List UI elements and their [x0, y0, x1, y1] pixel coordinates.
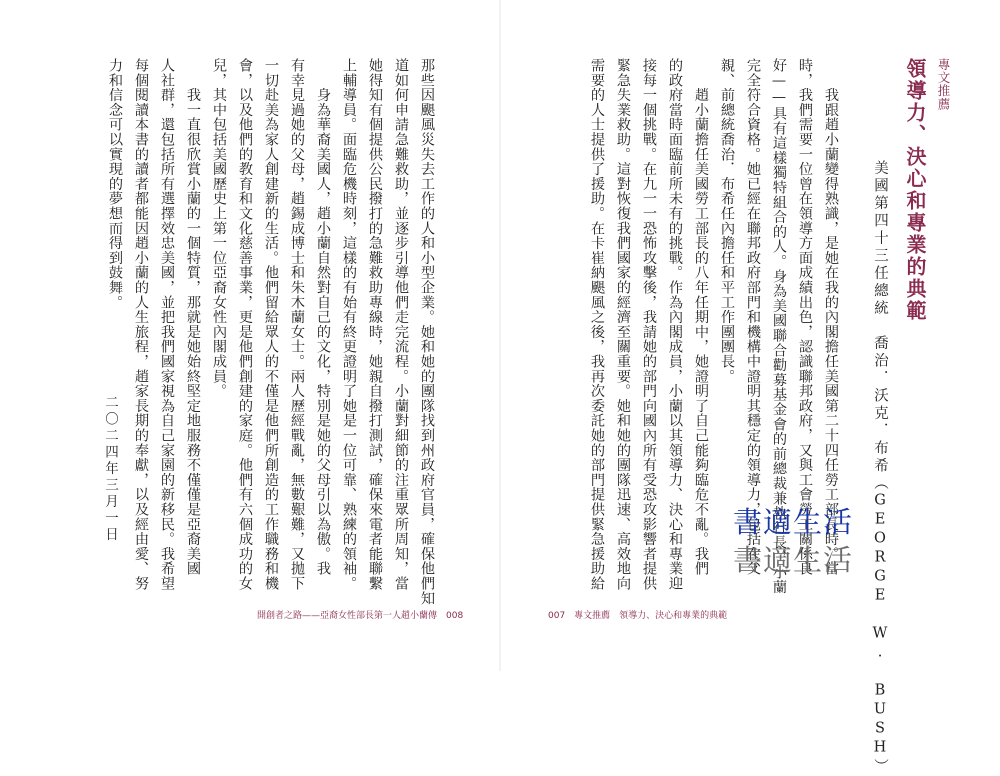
body-line: 力和信念可以實現的夢想而得到鼓舞。 [107, 58, 123, 310]
body-line: 我跟趙小蘭變得熟識，是她在我的內閣擔任美國第二十四任勞工部長時。當 [823, 58, 839, 576]
watermark-secondary: 書適生活 [733, 543, 854, 577]
body-line: 需要的人士提供了援助。在卡崔納颶風之後，我再次委託她的部門提供緊急援助給 [589, 58, 605, 591]
body-line: 一切赴美為家人創建新的生活。他們留給眾人的不僅是他們所創造的工作職務和機 [263, 58, 279, 591]
body-line: 趙小蘭擔任美國勞工部長的八年任期中，她證明了自己能夠臨危不亂。我們 [693, 58, 709, 576]
byline: 美國第四十三任總統 喬治．沃克．布希（GEORGE W. BUSH） [872, 160, 888, 776]
body-line: 那些因颶風災失去工作的人和小型企業。她和她的團隊找到州政府官員，確保他們知 [419, 58, 435, 606]
body-line: 緊急失業救助。這對恢復我們國家的經濟至關重要。她和她的團隊迅速、高效地向 [615, 58, 631, 591]
body-line: 兒，其中包括美國歷史上第一位亞裔女性內閣成員。 [211, 58, 227, 399]
body-line: 時，我們需要一位曾在領導方面成績出色，認識聯邦政府，又與工會勞工關係良 [797, 58, 813, 576]
body-line: 有幸見過她的父母，趙錫成博士和朱木蘭女士。兩人歷經戰亂，無數艱難，又拋下 [289, 58, 305, 591]
body-line: 好——具有這樣獨特組合的人。身為美國聯合勸募基金會的前總裁兼執行長，小蘭 [771, 58, 787, 595]
right-page-footer: 007 專文推薦 領導力、決心和專業的典範 [548, 611, 728, 621]
body-line: 會，以及他們的教育和文化慈善事業，更是他們創建的家庭。他們有六個成功的女 [237, 58, 253, 591]
section-label: 專文推薦 [936, 58, 951, 111]
body-line: 上輔導員。面臨危機時刻，這樣的有始有終更證明了她是一位可靠、熟練的領袖。 [341, 58, 357, 591]
body-line: 她得知有個提供公民撥打的急難救助專線時，她親自撥打測試，確保來電者能聯繫 [367, 58, 383, 591]
body-line: 身為華裔美國人，趙小蘭自然對自己的文化，特別是她的父母引以為傲。我 [315, 58, 331, 576]
body-line: 完全符合資格。她已經在聯邦政府部門和機構中證明其穩定的領導力，包括在父 [745, 58, 761, 576]
body-line: 我一直很欣賞小蘭的一個特質，那就是她始終堅定地服務不僅僅是亞裔美國 [185, 58, 201, 576]
body-line: 的政府當時面臨前所未有的挑戰。作為內閣成員，小蘭以其領導力、決心和專業迎 [667, 58, 683, 591]
body-line: 道如何申請急難救助，並逐步引導他們走完流程。小蘭對細節的注重眾所周知，當 [393, 58, 409, 591]
page-title: 領導力、決心和專業的典範 [903, 58, 927, 322]
page-gutter [499, 0, 501, 671]
body-line: 接每一個挑戰。在九一一恐怖攻擊後，我請她的部門向國內所有受恐攻影響者提供 [641, 58, 657, 591]
left-page-footer: 開創者之路——亞裔女性部長第一人趙小蘭傳 008 [257, 611, 464, 621]
letter-date: 二〇二四年三月一日 [102, 395, 118, 544]
body-line: 人社群，還包括所有選擇效忠美國，並把我們國家視為自己家園的新移民。我希望 [159, 58, 175, 591]
watermark-primary: 書適生活 [733, 505, 854, 539]
body-line: 親、前總統喬治．布希任內擔任和平工作團團長。 [719, 58, 735, 384]
body-line: 每個閱讀本書的讀者都能因趙小蘭的人生旅程，趙家長期的奉獻，以及經由愛、努 [133, 58, 149, 591]
